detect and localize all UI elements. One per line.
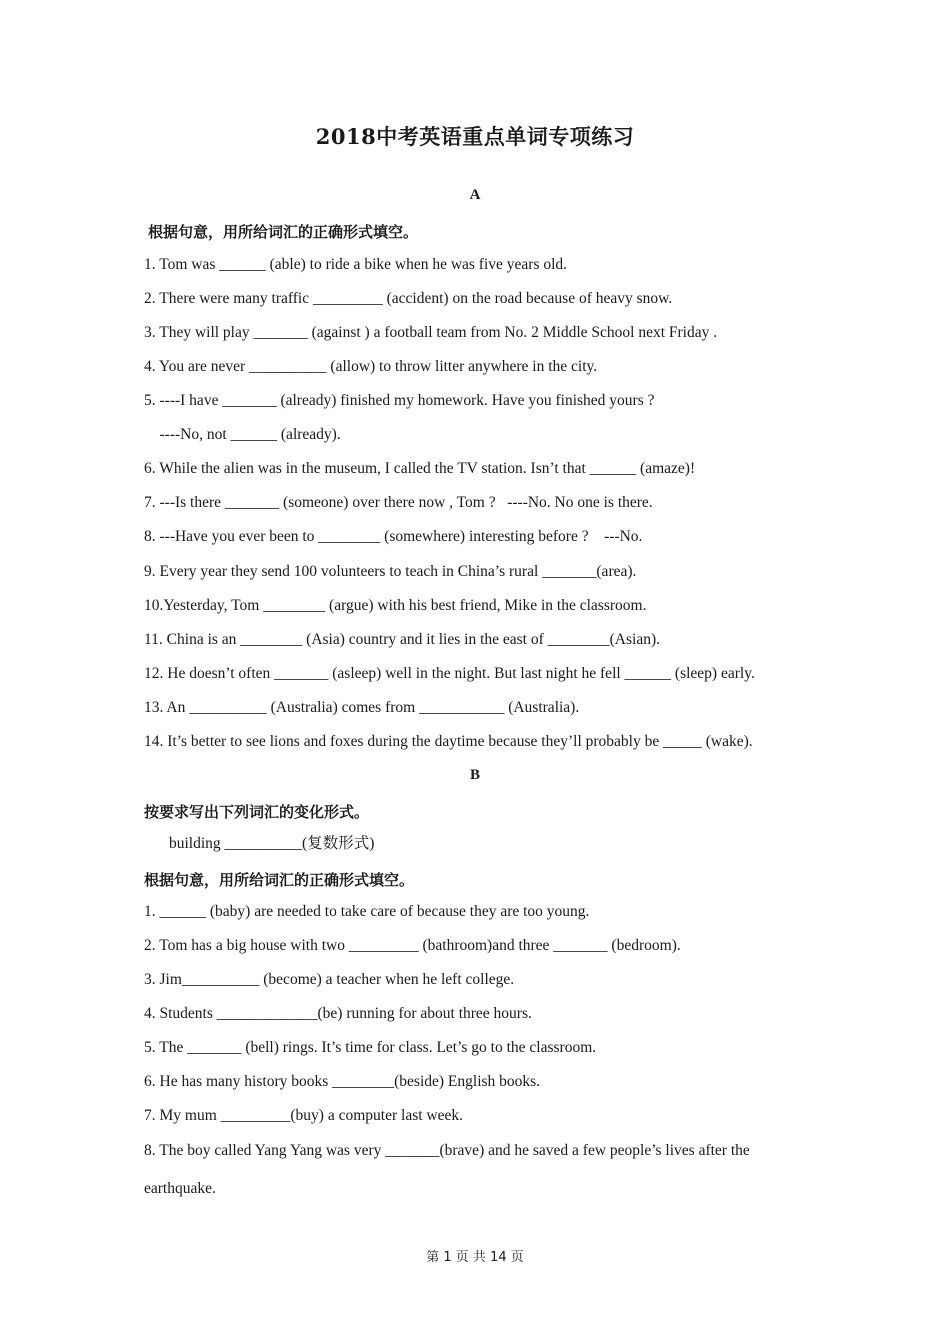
exercise-line: 9. Every year they send 100 volunteers to teach in China’s rural _______(area). (144, 563, 637, 580)
exercise-line: 6. He has many history books ________(beside) English books. (144, 1073, 541, 1090)
exercise-line: 14. It’s better to see lions and foxes during the daytime because they’ll probably be _____ (wake). (144, 733, 753, 750)
exercise-line: 7. My mum _________(buy) a computer last week. (144, 1107, 463, 1124)
exercise-line: 5. The _______ (bell) rings. It’s time for class. Let’s go to the classroom. (144, 1039, 597, 1056)
exercise-line: 8. ---Have you ever been to ________ (somewhere) interesting before ? ---No. (144, 528, 643, 545)
exercise-line: 5. ----I have _______ (already) finished my homework. Have you finished yours ? (144, 392, 655, 409)
page-footer: 第 1 页 共 14 页 (426, 1250, 524, 1265)
exercise-line: 1. ______ (baby) are needed to take care of because they are too young. (144, 903, 590, 920)
exercise-line: 2. Tom has a big house with two _________ (bathroom)and three _______ (bedroom). (144, 937, 681, 954)
section-a-label: A (469, 187, 481, 203)
exercise-line: 7. ---Is there _______ (someone) over there now , Tom ? ----No. No one is there. (144, 494, 653, 511)
exercise-line: 4. Students _____________(be) running for about three hours. (144, 1005, 532, 1022)
section-b-instruction-1: 按要求写出下列词汇的变化形式。 (144, 803, 370, 821)
transform-item: building __________(复数形式) (169, 835, 375, 852)
exercise-line: 3. They will play _______ (against ) a football team from No. 2 Middle School next Friday . (144, 324, 718, 341)
exercise-line: ----No, not ______ (already). (144, 426, 341, 443)
section-b-label: B (469, 767, 480, 783)
exercise-line: 4. You are never __________ (allow) to throw litter anywhere in the city. (144, 358, 598, 375)
exercise-line: 1. Tom was ______ (able) to ride a bike when he was five years old. (144, 256, 568, 273)
exercise-line: 8. The boy called Yang Yang was very _______(brave) and he saved a few people’s lives after the (144, 1142, 750, 1159)
exercise-line: 13. An __________ (Australia) comes from ___________ (Australia). (144, 699, 580, 716)
exercise-line: 11. China is an ________ (Asia) country and it lies in the east of ________(Asian). (144, 631, 661, 648)
section-a-instruction: 根据句意，用所给词汇的正确形式填空。 (148, 223, 419, 241)
document-title: 2018中考英语重点单词专项练习 (315, 124, 635, 149)
exercise-line: 6. While the alien was in the museum, I called the TV station. Isn’t that ______ (amaze)! (144, 460, 696, 477)
exercise-line: 2. There were many traffic _________ (accident) on the road because of heavy snow. (144, 290, 673, 307)
section-b-instruction-2: 根据句意，用所给词汇的正确形式填空。 (144, 871, 415, 889)
exercise-line: earthquake. (144, 1180, 216, 1197)
exercise-line: 10.Yesterday, Tom ________ (argue) with his best friend, Mike in the classroom. (144, 597, 647, 614)
exercise-line: 12. He doesn’t often _______ (asleep) well in the night. But last night he fell ______ (sleep) early. (144, 665, 755, 682)
exercise-line: 3. Jim__________ (become) a teacher when he left college. (144, 971, 515, 988)
